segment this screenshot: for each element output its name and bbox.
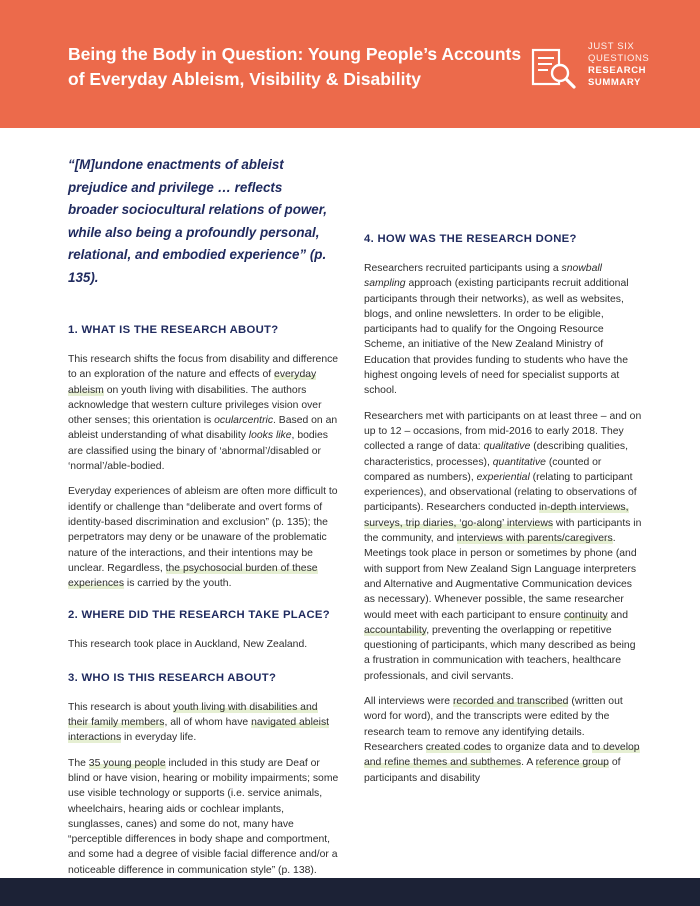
emphasis: qualitative (483, 441, 531, 453)
highlight: to develop and refine themes and subthemes (364, 741, 640, 769)
right-column (364, 148, 642, 786)
footer-bar (0, 878, 700, 906)
section-3-paragraph-1 (68, 700, 340, 746)
text-run: Researchers recruited participants using a (364, 263, 562, 274)
section-4-paragraph-2 (364, 409, 642, 684)
emphasis: looks like (248, 430, 292, 442)
text-run: , all of whom have (164, 717, 252, 729)
text-run: Researchers met with participants on at least three – and on up to 12 – occasions, from mid-2016 to early 2018. They collected a range of data: (364, 410, 642, 453)
text-run: . Meetings took place in person or sometimes by phone (and with support from New Zealand Sign Language interpreters and Alternative and Augmentative Communication devices as necessary). Whenever possible, the same researcher would meet with each participant to ensure (364, 533, 637, 621)
brand-line-4: SUMMARY (588, 77, 641, 88)
section-4-paragraph-3 (364, 694, 642, 786)
text-run: included in this study are Deaf or blind or have vision, hearing or mobility impairments; some use visible technology or supports (i.e. service animals, wheelchairs, hearing aids or cochlear implants, sunglasses, canes) and some do not, many have “perceptible differences in body shape and comportment, and some had a degree of visible facial difference and/or a noticeable difference in communication style” (p. 138). (68, 757, 339, 876)
emphasis: quantitative (492, 456, 546, 468)
text-run: to organize data and (491, 741, 592, 753)
highlight: continuity (563, 609, 608, 621)
left-column (68, 142, 340, 876)
highlight: interviews with parents/caregivers (456, 533, 613, 545)
text-run: (counted or compared as numbers), (364, 456, 602, 483)
highlight: youth living with disabilities and their family members (68, 701, 318, 729)
brand-line-3: RESEARCH (588, 65, 647, 76)
text-run: with participants in the community, and (364, 517, 642, 545)
highlight: everyday ableism (68, 369, 317, 396)
highlight: reference group (535, 757, 609, 769)
text-run: . A (521, 757, 536, 769)
emphasis: ocularcentric (214, 415, 274, 427)
text-run: , preventing the overlapping or repetitive questioning of participants, which many described as being a frustration in communication with teachers, healthcare professionals, and civil servants. (364, 624, 636, 682)
text-run: , bodies are classified using the binary of ‘abnormal’/disabled or ‘normal’/able-bodied. (68, 430, 328, 473)
highlight: created codes (425, 741, 492, 753)
section-3-paragraph-2 (68, 756, 340, 878)
header-banner (0, 0, 700, 128)
emphasis: experiential (476, 471, 530, 483)
highlight: navigated ableist interactions (68, 717, 330, 744)
series-brand (588, 41, 668, 89)
highlight: the psychosocial burden of these experiences (68, 562, 318, 590)
section-4-heading: 4. HOW WAS THE RESEARCH DONE? (364, 233, 577, 245)
highlight: in-depth interviews, surveys, trip diaries, ‘go-along’ interviews (364, 502, 629, 529)
section-3-heading: 3. WHO IS THIS RESEARCH ABOUT? (68, 671, 277, 684)
brand-line-2: QUESTIONS (588, 53, 650, 64)
text-run: This research shifts the focus from disability and difference to an exploration of the nature and effects of (68, 354, 339, 381)
emphasis: snowball sampling (364, 263, 602, 290)
text-run: on youth living with disabilities. The authors acknowledge that western culture privileges vision over other senses; this orientation is (68, 384, 322, 427)
text-run: (describing qualities, characteristics, processes), (364, 441, 628, 468)
document-title: Being the Body in Question: Young People’s Accounts of Everyday Ableism, Visibility & Disability (68, 44, 522, 89)
highlight: recorded and transcribed (452, 696, 569, 708)
text-run: The (68, 757, 89, 769)
text-run: of participants and disability (364, 757, 621, 784)
text-run: All interviews were (364, 696, 453, 708)
section-1-heading: 1. WHAT IS THE RESEARCH ABOUT? (68, 324, 279, 336)
brand-line-1: JUST SIX (588, 41, 635, 52)
section-4-paragraph-1 (364, 261, 642, 399)
highlight: 35 young people (88, 757, 166, 769)
text-run: (relating to participant experiences), and observational (relating to observations of participants). Researchers conducted (364, 471, 637, 514)
highlight: accountability (364, 624, 427, 636)
text-run: (written out word for word), and the transcripts were edited by the research team to remove any identifying details. Researchers (364, 696, 623, 753)
text-run: is carried by the youth. (124, 578, 232, 590)
section-2-paragraph: This research took place in Auckland, New Zealand. (68, 639, 308, 651)
section-2-heading: 2. WHERE DID THE RESEARCH TAKE PLACE? (68, 609, 330, 622)
text-run: This research is about (68, 701, 174, 713)
pull-quote: “[M]undone enactments of ableist prejudice and privilege … reflects broader sociocultural relations of power, while also being a profoundly personal, relational, and embodied experience” (p. 135). (68, 157, 327, 285)
section-1-paragraph-2 (68, 484, 340, 591)
text-run: in everyday life. (121, 732, 197, 744)
text-run: . Based on an ableist understanding of what disability (68, 415, 338, 442)
text-run: and (607, 609, 628, 621)
text-run: Everyday experiences of ableism are often more difficult to identify or challenge than “deliberate and overt forms of identity-based discrimination and exclusion” (p. 135); the perpetrators may deny or be unaware of the problematic nature of the interactions, and their intentions may be unclear. Regardless, (68, 486, 338, 574)
text-run: approach (existing participants recruit additional participants through their networks), as well as websites, blogs, and online newsletters. In order to be eligible, participants had to qualify for the Ongoing Resource Scheme, an initiative of the New Zealand Ministry of Education that provides funding to students who have the highest ongoing levels of need for specialist supports at school. (364, 278, 629, 397)
document-magnifier-icon (530, 48, 578, 92)
section-1-paragraph-1 (68, 352, 340, 474)
